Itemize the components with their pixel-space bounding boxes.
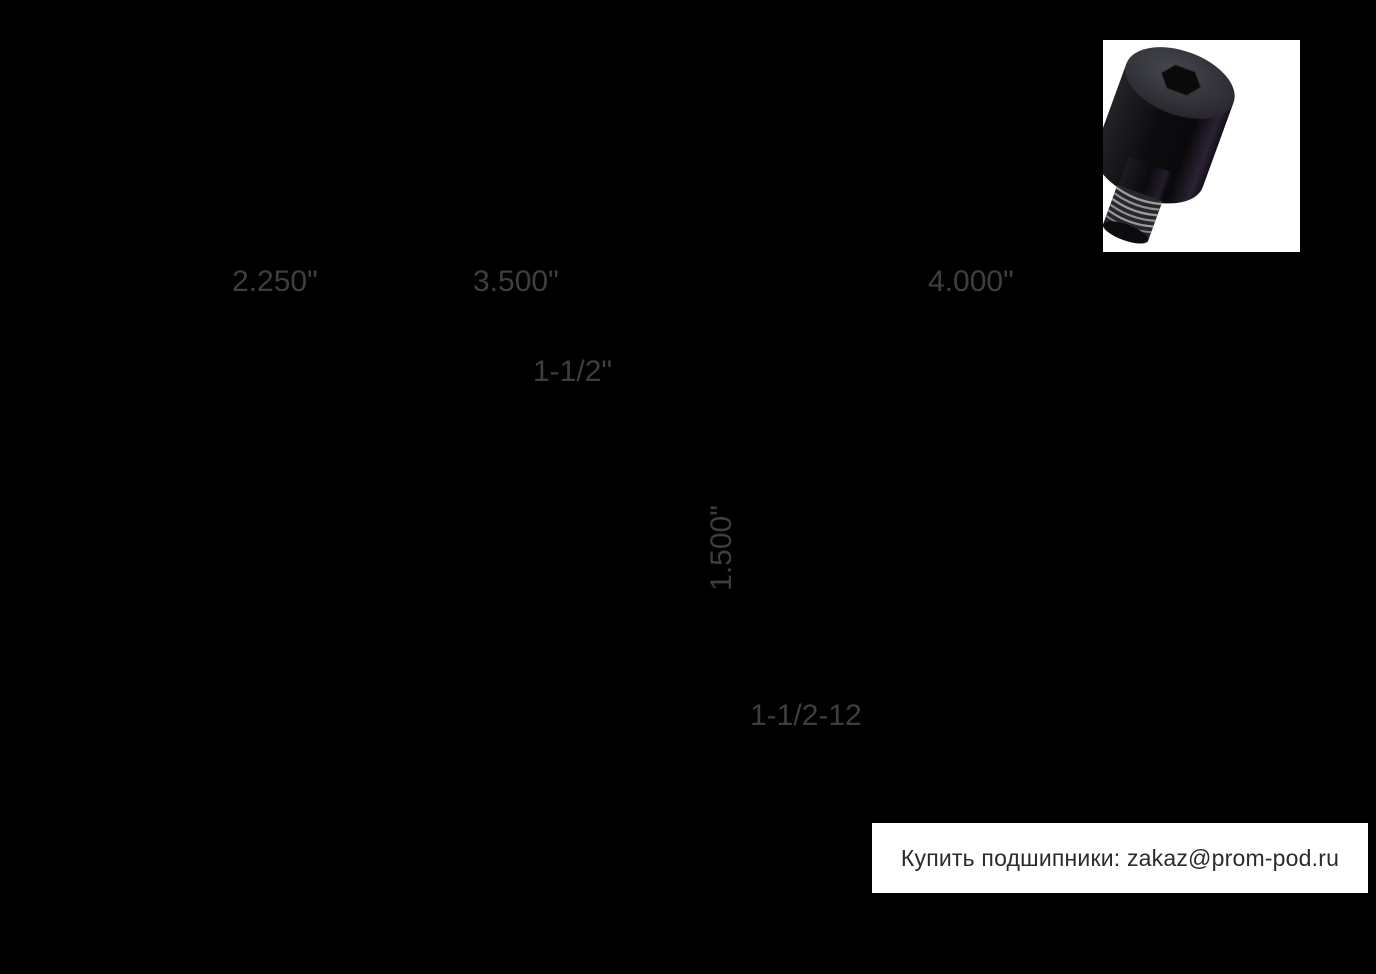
dimension-label-thread-spec: 1-1/2-12 [750, 699, 862, 732]
contact-banner[interactable] [872, 823, 1368, 893]
cam-follower-3d-icon [1103, 40, 1300, 252]
dimension-label-overall-length: 4.000" [928, 265, 1014, 298]
product-photo [1103, 40, 1300, 252]
contact-email-text[interactable]: Купить подшипники: zakaz@prom-pod.ru [900, 844, 1340, 871]
dimension-label-roller-width: 3.500" [473, 265, 559, 298]
dimension-label-head-width: 2.250" [232, 265, 318, 298]
dimension-label-stud-length-vertical: 1.500" [705, 505, 738, 591]
dimension-label-stud-diameter: 1-1/2" [533, 355, 613, 388]
